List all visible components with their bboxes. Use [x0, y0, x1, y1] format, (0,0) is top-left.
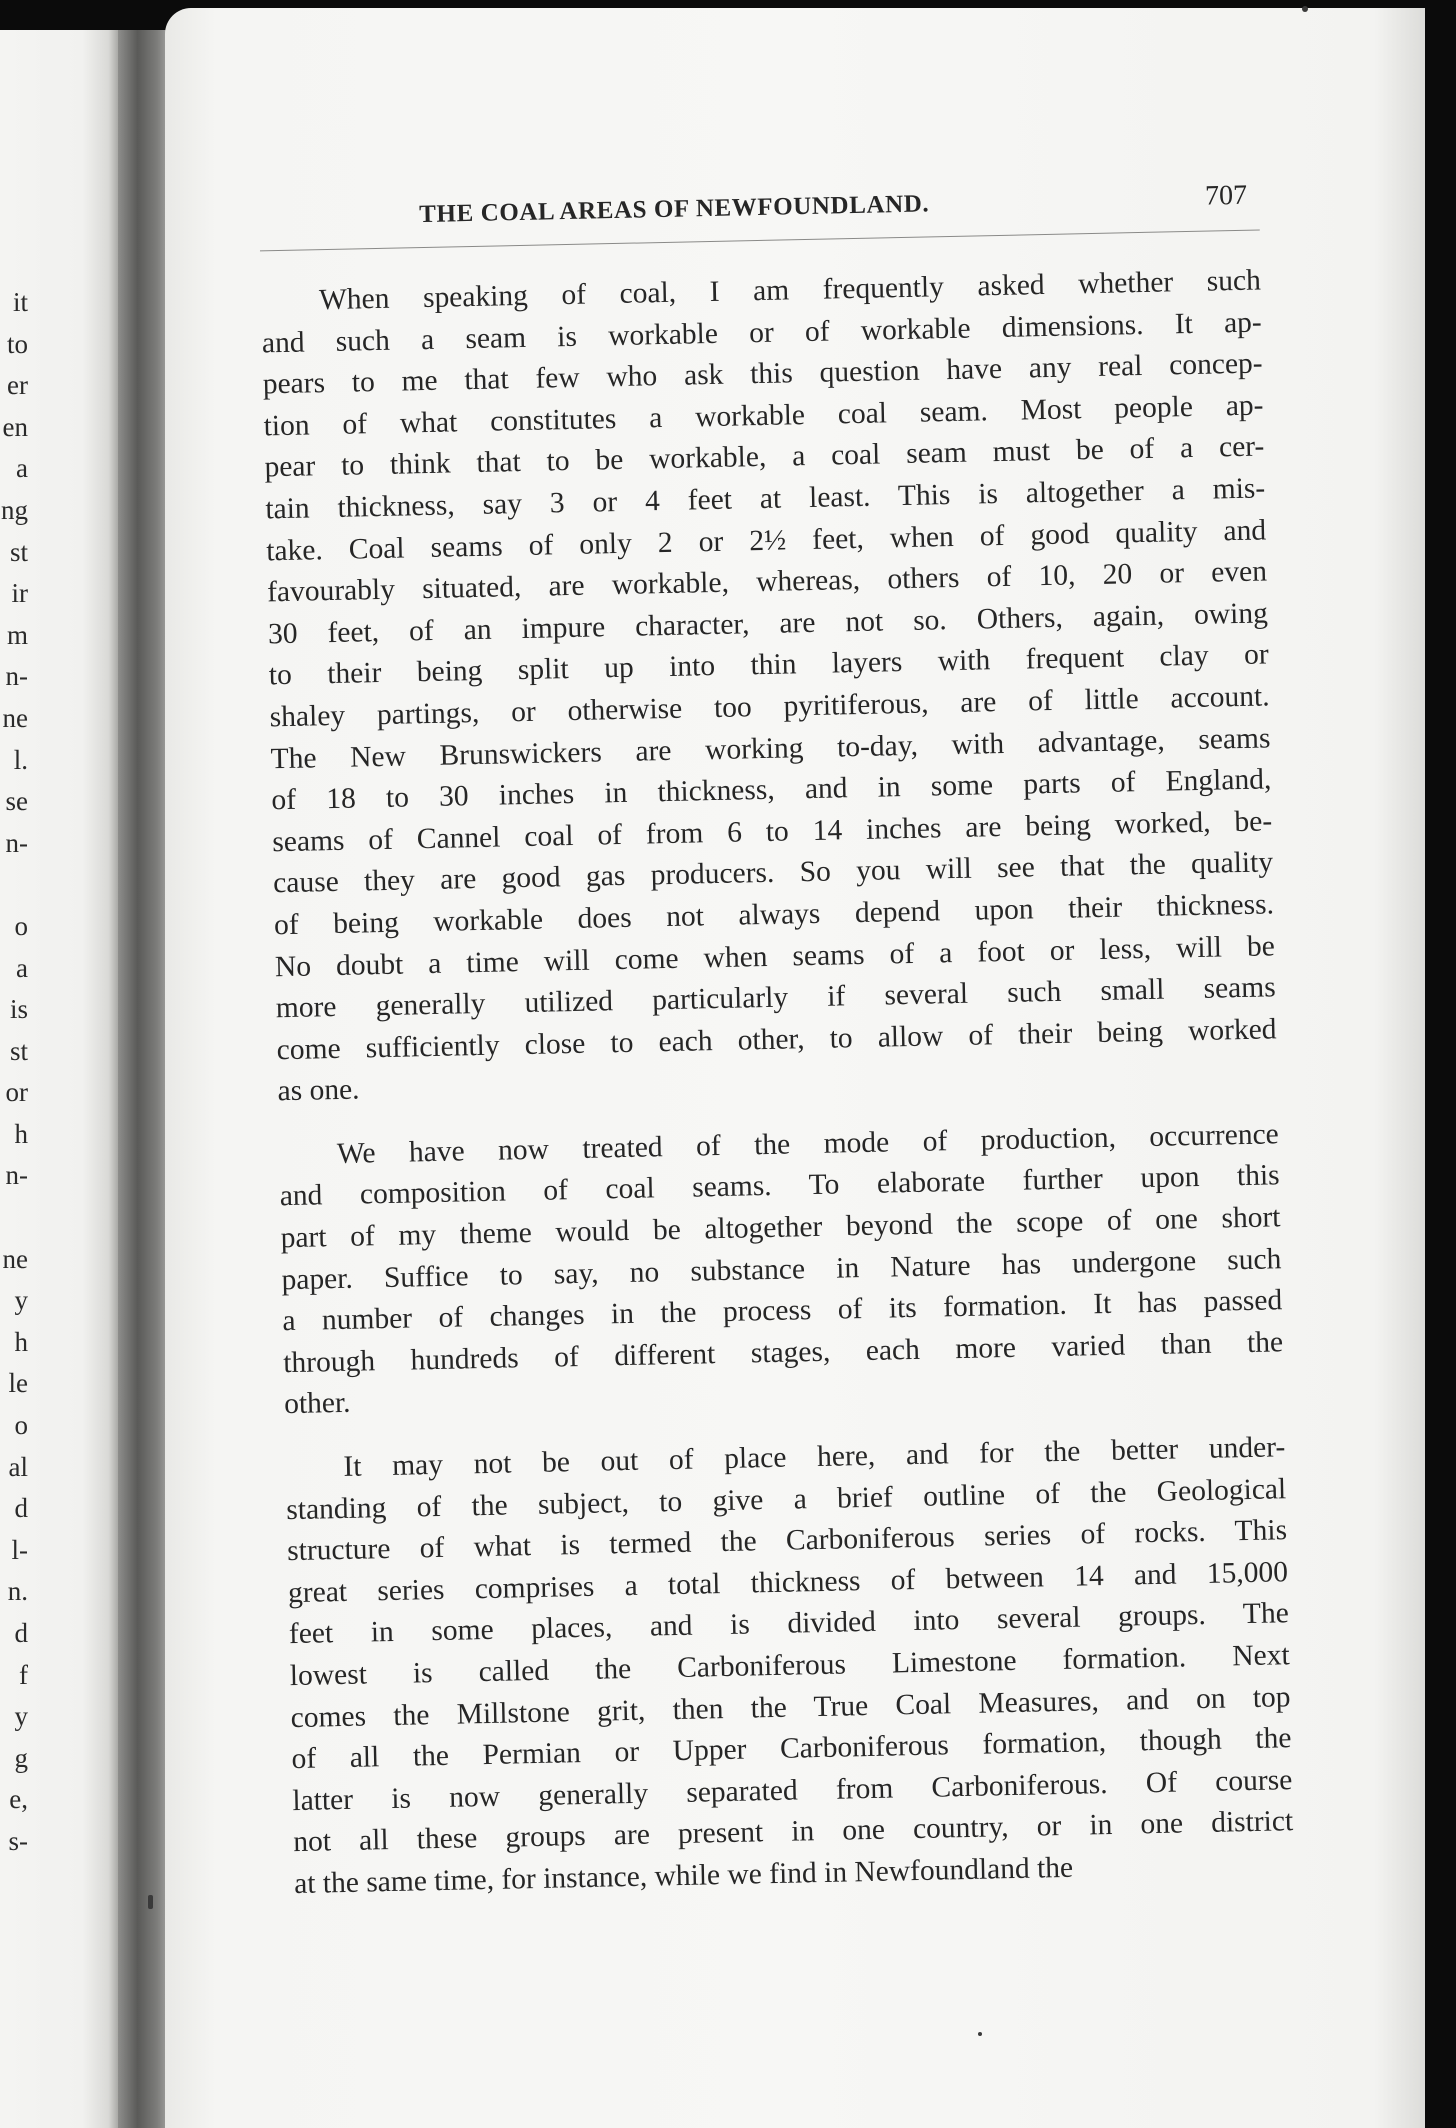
- scan-speck: [978, 2032, 982, 2036]
- left-fragment: y: [14, 1285, 28, 1316]
- text-line: part of my theme would be altogether beyond the scope of one short: [280, 1201, 1281, 1255]
- left-fragment: to: [6, 328, 28, 359]
- left-fragment: le: [8, 1368, 28, 1399]
- left-fragment: s-: [8, 1825, 28, 1856]
- text-line: standing of the subject, to give a brief outline of the Geological: [286, 1472, 1287, 1526]
- text-line: through hundreds of different stages, each more varied than the: [282, 1326, 1284, 1380]
- text-line: favourably situated, are workable, whereas, others of 10, 20 or even: [266, 555, 1268, 609]
- text-line: at the same time, for instance, while we find in Newfoundland the: [293, 1851, 1074, 1901]
- left-fragment: a: [16, 453, 28, 484]
- left-fragment: f: [19, 1659, 28, 1690]
- left-fragment: en: [2, 411, 28, 442]
- left-fragment: d: [14, 1493, 28, 1524]
- right-page: [165, 8, 1425, 2128]
- text-line: paper. Suffice to say, no substance in Nature has undergone such: [281, 1242, 1282, 1296]
- running-head: [259, 169, 1260, 251]
- text-line: cause they are good gas producers. So you will see that the quality: [272, 846, 1274, 900]
- text-line: comes the Millstone grit, then the True Coal Measures, and on top: [290, 1680, 1291, 1734]
- left-fragment: e,: [9, 1784, 28, 1815]
- left-fragment: n-: [5, 661, 28, 692]
- text-line: other.: [283, 1387, 351, 1421]
- text-line: take. Coal seams of only 2 or 2½ feet, when of good quality and: [265, 513, 1267, 567]
- left-fragment: al: [8, 1451, 28, 1482]
- text-line: pear to think that to be workable, a coal seam must be of a cer-: [264, 430, 1265, 484]
- left-fragment: n-: [5, 827, 28, 858]
- text-line: 30 feet, of an impure character, are not so. Others, again, owing: [267, 597, 1269, 651]
- left-fragment: se: [5, 786, 28, 817]
- text-line: tain thickness, say 3 or 4 feet at least. This is altogether a mis-: [265, 472, 1266, 526]
- page-number: 707: [1204, 179, 1248, 212]
- text-line: seams of Cannel coal of from 6 to 14 inches are being worked, be-: [272, 805, 1273, 859]
- left-fragment: it: [12, 287, 28, 317]
- text-line: of all the Permian or Upper Carboniferous formation, though the: [291, 1722, 1292, 1776]
- text-line: more generally utilized particularly if several such small seams: [275, 971, 1276, 1025]
- text-line: When speaking of coal, I am frequently asked whether such: [318, 264, 1262, 317]
- left-fragment: st: [9, 1035, 28, 1066]
- left-fragment: is: [9, 994, 28, 1025]
- text-line: as one.: [277, 1073, 360, 1108]
- left-fragment: o: [14, 910, 28, 941]
- left-fragment: y: [14, 1701, 28, 1732]
- left-fragment: l-: [11, 1534, 28, 1565]
- left-fragment: ng: [1, 494, 28, 525]
- left-fragment: n-: [5, 1160, 28, 1191]
- body-text: [261, 260, 1295, 1905]
- text-line: We have now treated of the mode of production, occurrence: [336, 1118, 1280, 1170]
- paragraph-geological-structure: [285, 1427, 1294, 1905]
- running-title: THE COAL AREAS OF NEWFOUNDLAND.: [418, 190, 930, 229]
- left-fragment: h: [14, 1118, 28, 1149]
- text-line: and such a seam is workable or of workable dimensions. It ap-: [261, 306, 1263, 359]
- page-body: [255, 0, 1294, 1906]
- text-line: not all these groups are present in one country, or in one district: [292, 1805, 1294, 1859]
- scan-speck: [148, 1895, 153, 1909]
- text-line: of being workable does not always depend upon their thickness.: [273, 888, 1275, 942]
- left-fragment: [0, 864, 28, 906]
- text-line: shaley partings, or otherwise too pyritiferous, are of little account.: [269, 680, 1270, 734]
- text-line: pears to me that few who ask this question have any real concep-: [262, 347, 1263, 401]
- text-line: a number of changes in the process of its formation. It has passed: [282, 1284, 1283, 1338]
- text-line: come sufficiently close to each other, to allow of their being worked: [276, 1012, 1277, 1066]
- text-line: No doubt a time will come when seams of a foot or less, will be: [274, 929, 1276, 983]
- left-fragment: o: [14, 1410, 28, 1441]
- left-fragment: ir: [11, 578, 28, 609]
- left-page-text-fragments: [0, 282, 28, 1863]
- left-fragment: h: [14, 1326, 28, 1357]
- scan-speck: [1302, 6, 1308, 12]
- left-fragment: ne: [2, 702, 28, 733]
- left-fragment: er: [7, 370, 28, 401]
- text-line: to their being split up into thin layers with frequent clay or: [268, 638, 1269, 692]
- text-line: of 18 to 30 inches in thickness, and in some parts of England,: [271, 763, 1272, 817]
- left-fragment: st: [9, 536, 28, 567]
- text-line: tion of what constitutes a workable coal seam. Most people ap-: [263, 389, 1264, 443]
- paragraph-coal-seams: [261, 260, 1278, 1113]
- left-fragment: n.: [7, 1576, 28, 1607]
- left-fragment: or: [5, 1077, 28, 1108]
- left-fragment: a: [16, 952, 28, 983]
- text-line: feet in some places, and is divided into several groups. The: [288, 1597, 1290, 1651]
- text-line: lowest is called the Carboniferous Limestone formation. Next: [289, 1639, 1290, 1693]
- text-line: structure of what is termed the Carboniferous series of rocks. This: [286, 1514, 1288, 1568]
- text-line: latter is now generally separated from Carboniferous. Of course: [292, 1763, 1293, 1817]
- text-line: and composition of coal seams. To elaborate further upon this: [279, 1159, 1280, 1213]
- text-line: The New Brunswickers are working to-day, with advantage, seams: [270, 721, 1271, 775]
- left-fragment: l.: [13, 744, 28, 775]
- left-fragment: g: [14, 1742, 28, 1773]
- text-line: great series comprises a total thickness of between 14 and 15,000: [287, 1555, 1289, 1609]
- left-fragment: d: [14, 1618, 28, 1648]
- left-fragment: m: [6, 619, 28, 650]
- text-line: It may not be out of place here, and for the better under-: [343, 1431, 1286, 1483]
- left-fragment: [0, 1197, 28, 1239]
- paragraph-composition: [278, 1114, 1284, 1426]
- left-fragment: ne: [2, 1243, 28, 1274]
